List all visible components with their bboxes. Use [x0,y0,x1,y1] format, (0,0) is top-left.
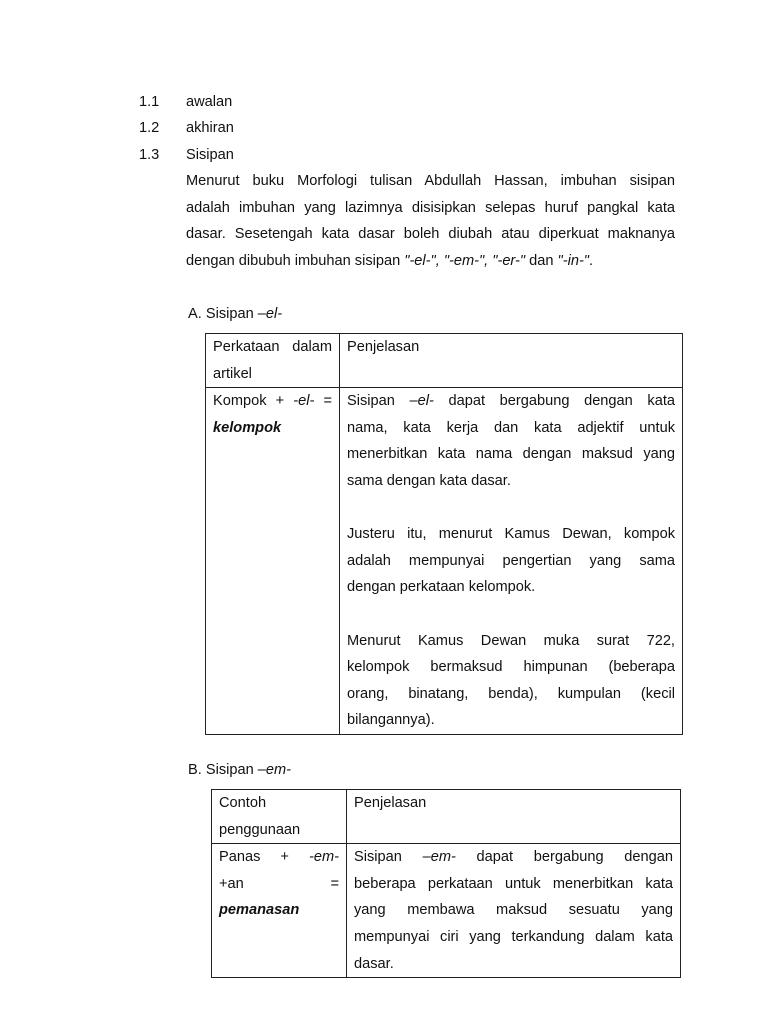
cell-line: dengan perkataan kelompok. [347,579,536,596]
cell-text: dapat bergabung dengan [455,849,673,866]
paragraph-line: adalah imbuhan yang lazimnya disisipkan selepas huruf pangkal kata [186,199,675,216]
header-text: Penjelasan [347,339,420,355]
table-header-cell [212,790,347,844]
cell-text: Sisipan – [347,393,418,410]
cell-text: +an [219,875,244,892]
cell-line [219,844,339,871]
cell-line: menerbitkan kata nama dengan maksud yang [347,446,675,463]
cell-line: kelompok bermaksud himpunan (beberapa [347,659,675,676]
cell-text: Sisipan – [354,849,431,866]
header-text: Penjelasan [354,795,427,811]
header-text: penggunaan [219,821,301,838]
cell-line: Justeru itu, menurut Kamus Dewan, kompok [347,526,675,543]
paragraph-line: Menurut buku Morfologi tulisan Abdullah Hassan, imbuhan sisipan [186,173,675,189]
paragraph-line: dasar. Sesetengah kata dasar boleh diubah atau diperkuat maknanya [186,226,675,242]
cell-line [213,388,332,415]
intro-paragraph [186,168,675,274]
cell-line: dasar. [354,955,394,972]
result-word: pemanasan [219,902,300,919]
heading-affix: el- [265,306,283,322]
list-label: awalan [186,94,233,110]
list-number: 1.2 [139,120,160,136]
paragraph-text: dan [525,252,558,269]
paragraph-gap [347,495,675,522]
cell-text: = [330,875,339,892]
heading-affix: em- [265,762,292,778]
paragraph-text: . [589,252,594,269]
cell-affix: -el- [293,393,315,410]
cell-text: Panas + [219,849,309,866]
cell-line: adalah mempunyai pengertian yang sama [347,552,675,569]
cell-line: Menurut Kamus Dewan muka surat 722, [347,632,675,649]
cell-affix: em- [430,849,456,866]
list-number: 1.3 [139,147,160,163]
heading-text: B. Sisipan – [188,762,266,778]
list-label: akhiran [186,120,234,136]
table-row [212,844,681,978]
header-text: Perkataan dalam [213,339,332,355]
header-text: Contoh [219,795,267,811]
section-a-heading [188,301,282,327]
table-cell [212,844,347,978]
list-label: Sisipan [186,147,234,163]
table-cell [206,388,340,735]
cell-line: mempunyai ciri yang terkandung dalam kata [354,928,673,945]
table-cell [340,388,683,735]
table-header-cell [206,334,340,388]
heading-text: A. Sisipan – [188,306,266,322]
table-header-cell [340,334,683,388]
section-b-table [211,789,681,978]
table-header-row [212,790,681,844]
result-word: kelompok [213,419,282,436]
paragraph-gap [347,601,675,628]
paragraph-text: dengan dibubuh imbuhan sisipan [186,252,405,269]
cell-line [219,871,339,898]
cell-text: = [314,393,333,410]
list-number: 1.1 [139,94,160,110]
table-row [206,388,683,735]
cell-line [354,844,673,871]
cell-line: bilangannya). [347,712,435,729]
cell-affix: el- [417,393,434,410]
header-text: artikel [213,365,252,382]
cell-line [347,388,675,415]
cell-line: yang membawa maksud sesuatu yang [354,902,673,919]
section-a-table [205,333,683,735]
cell-line: sama dengan kata dasar. [347,472,511,489]
affix-in: "-in-" [557,252,589,269]
cell-text: Kompok + [213,393,294,410]
cell-line: nama, kata kerja dan kata adjektif untuk [347,419,675,436]
section-b-heading [188,757,291,783]
table-header-cell [347,790,681,844]
cell-line: orang, binatang, benda), kumpulan (kecil [347,685,675,702]
table-cell [347,844,681,978]
cell-text: dapat bergabung dengan kata [433,393,675,410]
table-header-row [206,334,683,388]
affix-list: "-el-", "-em-", "-er-" [404,252,526,269]
paragraph-line [186,248,675,275]
cell-line: beberapa perkataan untuk menerbitkan kata [354,875,673,892]
cell-affix: -em- [309,849,339,866]
